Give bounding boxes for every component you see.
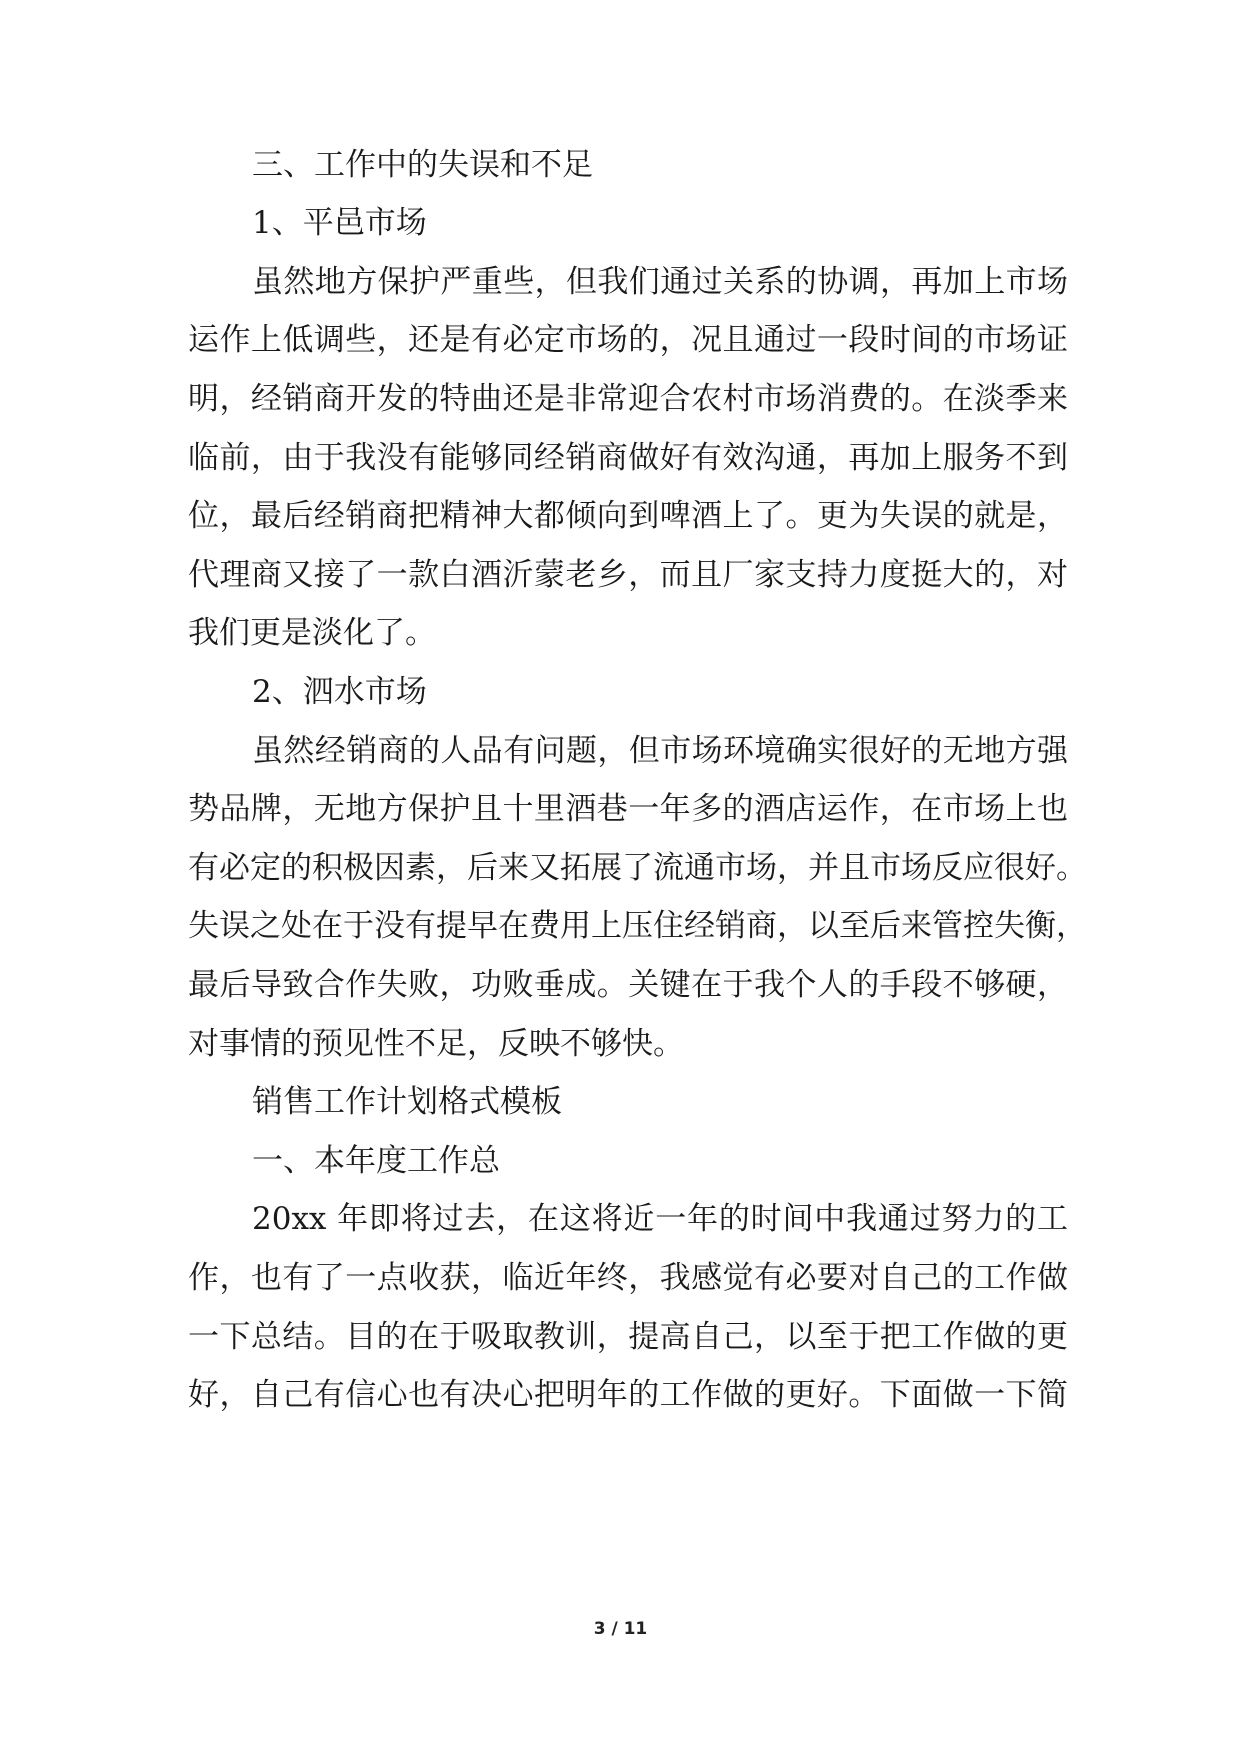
paragraph-line: 势品牌，无地方保护且十里酒巷一年多的酒店运作，在市场上也 [188, 791, 1068, 827]
paragraph-line: 对事情的预见性不足，反映不够快。 [188, 1026, 684, 1062]
paragraph-line: 我们更是淡化了。 [188, 615, 436, 651]
heading-template-title: 销售工作计划格式模板 [252, 1084, 562, 1120]
paragraph-line: 好，自己有信心也有决心把明年的工作做的更好。下面做一下简 [188, 1377, 1068, 1413]
paragraph-line: 有必定的积极因素，后来又拓展了流通市场，并且市场反应很好。 [188, 850, 1087, 886]
paragraph-line: 明，经销商开发的特曲还是非常迎合农村市场消费的。在淡季来 [188, 381, 1068, 417]
paragraph-line: 一下总结。目的在于吸取教训，提高自己，以至于把工作做的更 [188, 1319, 1068, 1355]
paragraph-line: 作，也有了一点收获，临近年终，我感觉有必要对自己的工作做 [188, 1260, 1068, 1296]
paragraph-line: 虽然经销商的人品有问题，但市场环境确实很好的无地方强 [252, 733, 1068, 769]
subheading-pingyi-market: 1、平邑市场 [252, 205, 427, 241]
paragraph-line: 代理商又接了一款白酒沂蒙老乡，而且厂家支持力度挺大的，对 [188, 557, 1068, 593]
paragraph-line: 虽然地方保护严重些，但我们通过关系的协调，再加上市场 [252, 264, 1068, 300]
paragraph-line: 位，最后经销商把精神大都倾向到啤酒上了。更为失误的就是， [188, 498, 1068, 534]
paragraph-line: 临前，由于我没有能够同经销商做好有效沟通，再加上服务不到 [188, 440, 1068, 476]
subheading-sishui-market: 2、泗水市场 [252, 674, 427, 710]
heading-section-3: 三、工作中的失误和不足 [252, 147, 593, 183]
paragraph-line: 20xx 年即将过去，在这将近一年的时间中我通过努力的工 [252, 1201, 1068, 1237]
heading-annual-summary: 一、本年度工作总 [252, 1143, 500, 1179]
paragraph-line: 失误之处在于没有提早在费用上压住经销商，以至后来管控失衡， [188, 908, 1087, 944]
page-number: 3 / 11 [593, 1619, 648, 1639]
paragraph-line: 运作上低调些，还是有必定市场的，况且通过一段时间的市场证 [188, 322, 1068, 358]
paragraph-line: 最后导致合作失败，功败垂成。关键在于我个人的手段不够硬， [188, 967, 1068, 1003]
